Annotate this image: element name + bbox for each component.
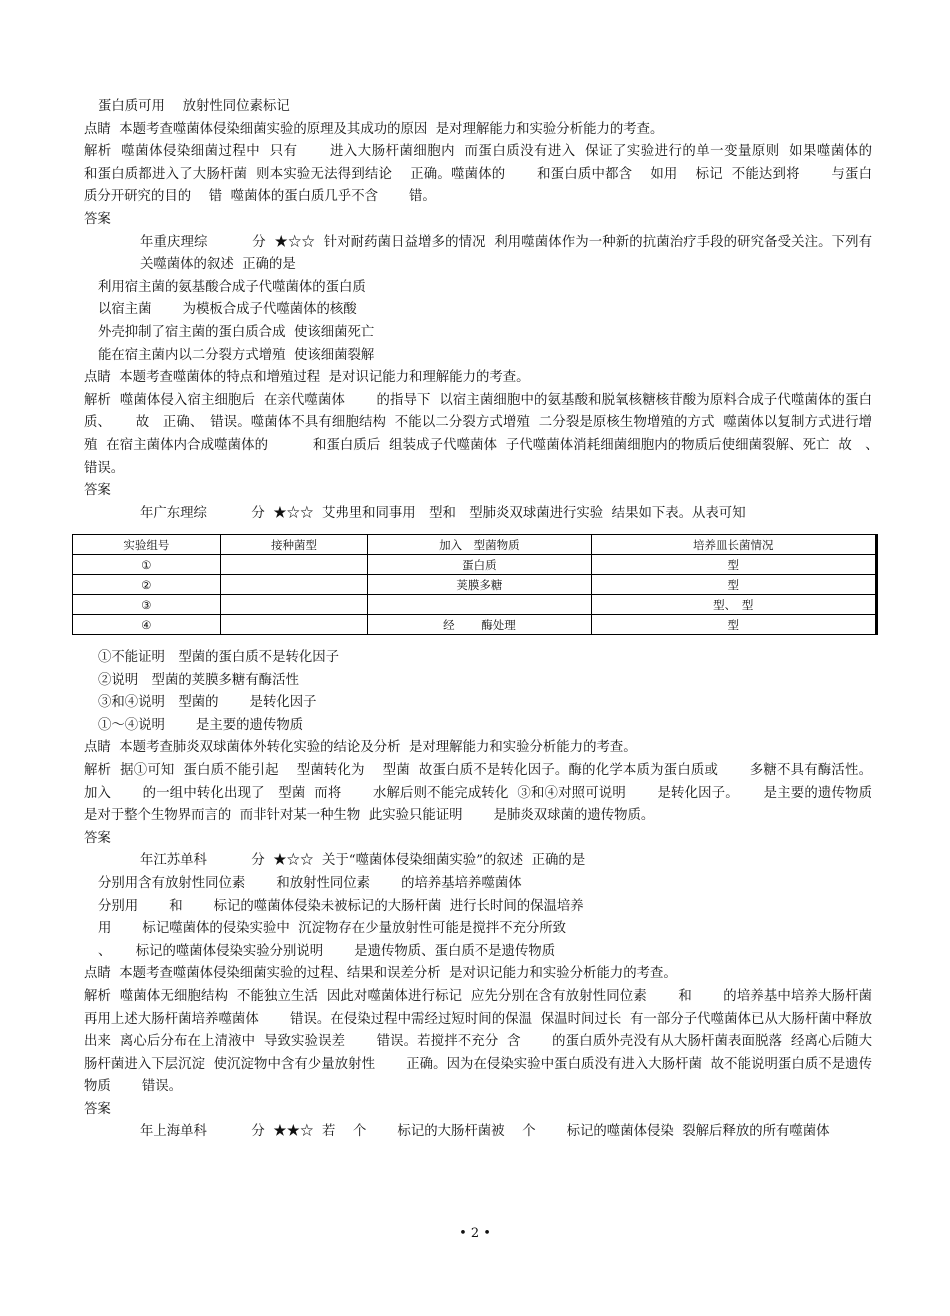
table-cell: ③ (73, 595, 221, 615)
answer-label: 答案 (84, 1101, 111, 1117)
option-a: ①不能证明 型菌的蛋白质不是转化因子 (98, 650, 340, 665)
table-row (73, 575, 877, 595)
table-cell: 型 (591, 575, 877, 595)
table-cell: 型 (591, 555, 877, 575)
jiexi-note: 解析 据①可知 蛋白质不能引起 型菌转化为 型菌 故蛋白质不是转化因子。酶的化学本质为蛋白质或 多糖不具有酶活性。加入 的一组中转化出现了 型菌 而将 水解后则不能完成转化 ③和④对照可说明 是转化因子。 是主要的遗传物质是对于整个生物界而言的 而非针对某一种生物 此实验只能证明 是肺炎双球菌的遗传物质。 (84, 762, 872, 824)
option-b: ②说明 型菌的荚膜多糖有酶活性 (98, 672, 299, 688)
dianjing-note: 点睛 本题考查肺炎双球菌体外转化实验的结论及分析 是对理解能力和实验分析能力的考查。 (84, 740, 637, 756)
experiment-table (72, 534, 878, 635)
answer-label: 答案 (84, 830, 111, 846)
question-stem: 年江苏单科 分 ★☆☆ 关于“噬菌体侵染细菌实验”的叙述 正确的是 (140, 853, 586, 869)
table-row (73, 595, 877, 615)
jiexi-note: 解析 噬菌体侵染细菌过程中 只有 进入大肠杆菌细胞内 而蛋白质没有进入 保证了实验进行的单一变量原则 如果噬菌体的 和蛋白质都进入了大肠杆菌 则本实验无法得到结论 正确。噬菌体的 和蛋白质中都含 如用 标记 不能达到将 与蛋白质分开研究的目的 错 噬菌体的蛋白质几乎不含 错。 (84, 144, 904, 205)
table-cell: 荚膜多糖 (368, 575, 591, 595)
table-header-cell: 接种菌型 (220, 535, 368, 555)
table-cell: 蛋白质 (368, 555, 591, 575)
option-a: 利用宿主菌的氨基酸合成子代噬菌体的蛋白质 (98, 279, 366, 295)
option-c: 用 标记噬菌体的侵染实验中 沉淀物存在少量放射性可能是搅拌不充分所致 (98, 921, 567, 937)
option-b: 以宿主菌 为模板合成子代噬菌体的核酸 (98, 302, 357, 318)
table-cell (220, 615, 368, 635)
answer-label: 答案 (84, 483, 111, 499)
table-cell (368, 595, 591, 615)
question-stem: 年上海单科 分 ★★☆ 若 个 标记的大肠杆菌被 个 标记的噬菌体侵染 裂解后释放的所有噬菌体 (140, 1124, 830, 1140)
answer-label: 答案 (84, 211, 111, 227)
option-d: 能在宿主菌内以二分裂方式增殖 使该细菌裂解 (98, 347, 375, 363)
option-b: 分别用 和 标记的噬菌体侵染未被标记的大肠杆菌 进行长时间的保温培养 (98, 898, 584, 914)
table-cell (220, 595, 368, 615)
table-cell: ④ (73, 615, 221, 635)
table-cell: 经 酶处理 (368, 615, 591, 635)
table-cell: ① (73, 555, 221, 575)
table-cell (220, 555, 368, 575)
option-c: 外壳抑制了宿主菌的蛋白质合成 使该细菌死亡 (98, 324, 375, 340)
jiexi-note: 解析 噬菌体无细胞结构 不能独立生活 因此对噬菌体进行标记 应先分别在含有放射性同位素 和 的培养基中培养大肠杆菌 再用上述大肠杆菌培养噬菌体 错误。在侵染过程中需经过短时间的保温 保温时间过长 有一部分子代噬菌体已从大肠杆菌中释放出来 离心后分布在上清液中 导致实验误差 错误。若搅拌不充分 含 的蛋白质外壳没有从大肠杆菌表面脱落 经离心后随大肠杆菌进入下层沉淀 使沉淀物中含有少量放射性 正确。因为在侵染实验中蛋白质没有进入大肠杆菌 故不能说明蛋白质不是遗传物质 错误。 (84, 988, 881, 1095)
table-cell: ② (73, 575, 221, 595)
table-cell: 型 (591, 615, 877, 635)
table-header-row (73, 535, 877, 555)
dianjing-note: 点睛 本题考查噬菌体的特点和增殖过程 是对识记能力和理解能力的考查。 (84, 370, 530, 386)
table-cell: 型、 型 (591, 595, 877, 615)
page-body-continued (84, 647, 881, 1144)
text-line: 蛋白质可用 放射性同位素标记 (98, 99, 290, 114)
option-c: ③和④说明 型菌的 是转化因子 (98, 695, 317, 711)
dianjing-note: 点睛 本题考查噬菌体侵染细菌实验的原理及其成功的原因 是对理解能力和实验分析能力的考查。 (84, 121, 664, 137)
table-cell (220, 575, 368, 595)
table-row (73, 555, 877, 575)
option-d: ①～④说明 是主要的遗传物质 (98, 717, 304, 733)
option-d: 、 标记的噬菌体侵染实验分别说明 是遗传物质、蛋白质不是遗传物质 (98, 943, 556, 959)
option-a: 分别用含有放射性同位素 和放射性同位素 的培养基培养噬菌体 (98, 875, 522, 891)
page-number: • 2 • (459, 1226, 491, 1241)
table-row (73, 615, 877, 635)
question-stem: 年广东理综 分 ★☆☆ 艾弗里和同事用 型和 型肺炎双球菌进行实验 结果如下表。从表可知 (140, 505, 746, 521)
page-body (84, 96, 904, 525)
jiexi-note: 解析 噬菌体侵入宿主细胞后 在亲代噬菌体 的指导下 以宿主菌细胞中的氨基酸和脱氧核糖核苷酸为原料合成子代噬菌体的蛋白质、 故 正确、 错误。噬菌体不具有细胞结构 不能以二分裂方式增殖 二分裂是原核生物增殖的方式 噬菌体以复制方式进行增殖 在宿主菌体内合成噬菌体的 和蛋白质后 组装成子代噬菌体 子代噬菌体消耗细菌细胞内的物质后使细菌裂解、死亡 故 、 错误。 (84, 392, 886, 476)
table-header-cell: 实验组号 (73, 535, 221, 555)
dianjing-note: 点睛 本题考查噬菌体侵染细菌实验的过程、结果和误差分析 是对识记能力和实验分析能力的考查。 (84, 966, 677, 982)
table-header-cell: 培养皿长菌情况 (591, 535, 877, 555)
question-stem: 年重庆理综 分 ★☆☆ 针对耐药菌日益增多的情况 利用噬菌体作为一种新的抗菌治疗手段的研究备受关注。下列有关噬菌体的叙述 正确的是 (140, 234, 872, 273)
table-header-cell: 加入 型菌物质 (368, 535, 591, 555)
